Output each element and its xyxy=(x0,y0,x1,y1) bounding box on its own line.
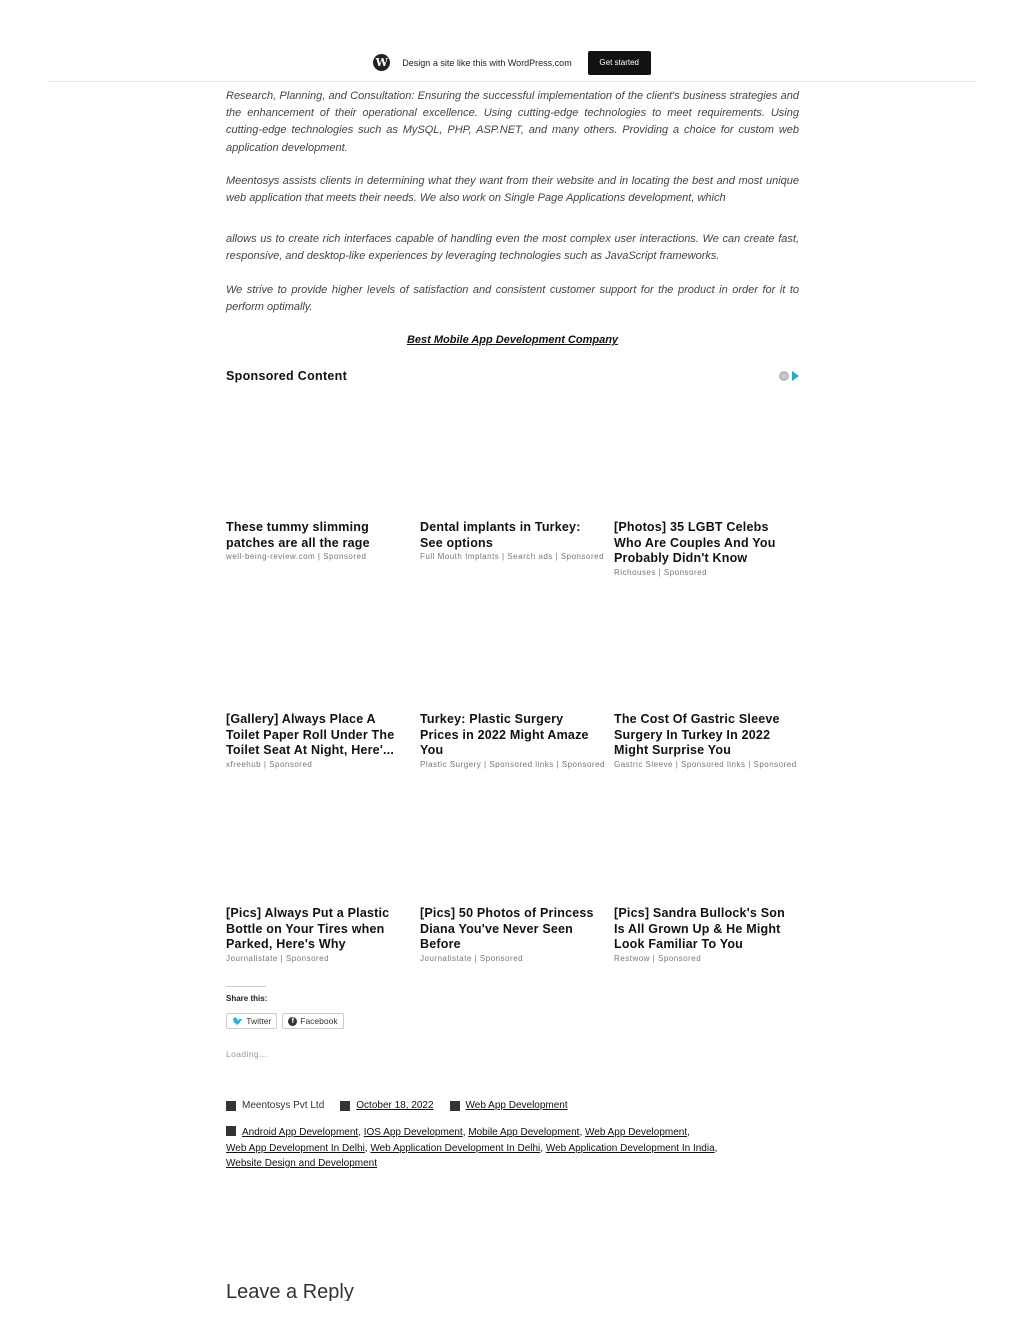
post-date-link[interactable]: October 18, 2022 xyxy=(356,1100,434,1111)
ad-source[interactable]: Plastic Surgery | Sponsored links | Sponsored xyxy=(420,759,605,769)
ad-image[interactable] xyxy=(226,395,411,520)
ad-source[interactable]: xfreehub | Sponsored xyxy=(226,759,313,769)
ad-title[interactable]: These tummy slimming patches are all the rage xyxy=(226,520,370,550)
ad-card[interactable] xyxy=(420,395,605,561)
article-paragraph-4: We strive to provide higher levels of satisfaction and consistent customer support for the product in order for it to perform optimally. xyxy=(226,284,799,314)
ad-source[interactable]: Full Mouth Implants | Search ads | Sponsored xyxy=(420,552,605,561)
tag-icon xyxy=(226,1126,236,1136)
tag-link[interactable]: Android App Development xyxy=(242,1127,359,1138)
share-label: Share this: xyxy=(226,994,268,1003)
ad-title[interactable]: [Gallery] Always Place A Toilet Paper Roll Under The Toilet Seat At Night, Here'... xyxy=(226,712,395,757)
facebook-icon: f xyxy=(288,1017,297,1026)
ad-card[interactable] xyxy=(226,587,411,769)
banner-text: Design a site like this with WordPress.com xyxy=(402,57,572,68)
facebook-label: Facebook xyxy=(300,1016,338,1026)
article-paragraph-3: allows us to create rich interfaces capable of handling even the most complex user interactions. We can create fast, responsive, and desktop-like experiences by leveraging technologies such as JavaScript frameworks. xyxy=(226,233,799,263)
ad-source[interactable]: well-being-review.com | Sponsored xyxy=(226,552,367,561)
ad-card[interactable] xyxy=(420,587,605,769)
post-meta xyxy=(226,1100,584,1111)
share-facebook-button[interactable] xyxy=(282,1013,343,1029)
ad-title[interactable]: Dental implants in Turkey: See options xyxy=(420,520,581,550)
get-started-button[interactable]: Get started xyxy=(588,51,651,75)
ad-title[interactable]: The Cost Of Gastric Sleeve Surgery In Turkey In 2022 Might Surprise You xyxy=(614,712,780,757)
ad-info-icon[interactable]: ☺ xyxy=(780,372,788,380)
category-link[interactable]: Web App Development xyxy=(465,1100,568,1111)
ad-image[interactable] xyxy=(226,781,411,906)
post-category xyxy=(450,1100,568,1111)
twitter-label: Twitter xyxy=(246,1016,272,1026)
ad-title[interactable]: [Pics] Always Put a Plastic Bottle on Your Tires when Parked, Here's Why xyxy=(226,906,390,951)
share-divider xyxy=(226,986,266,987)
share-buttons xyxy=(226,1013,344,1029)
ad-image[interactable] xyxy=(226,587,411,712)
author-name: Meentosys Pvt Ltd xyxy=(242,1100,325,1111)
ad-image[interactable] xyxy=(420,781,605,906)
sponsored-title: Sponsored Content xyxy=(226,369,348,383)
tag-link[interactable]: Mobile App Development xyxy=(468,1127,580,1138)
wordpress-logo-icon: W xyxy=(373,54,390,71)
share-section xyxy=(226,986,267,1003)
tag-link[interactable]: Web App Development In Delhi xyxy=(226,1142,365,1154)
ad-image[interactable] xyxy=(614,781,799,906)
ad-card[interactable] xyxy=(226,395,411,561)
twitter-bird-icon: 🐦 xyxy=(232,1015,244,1026)
ad-source[interactable]: Richouses | Sponsored xyxy=(614,567,708,577)
ad-image[interactable] xyxy=(614,395,799,520)
ad-image[interactable] xyxy=(614,587,799,712)
ad-card[interactable] xyxy=(614,395,799,577)
leave-reply-heading: Leave a Reply xyxy=(226,1280,354,1301)
wordpress-banner xyxy=(47,44,977,82)
article-paragraph-1: Research, Planning, and Consultation: Ensuring the successful implementation of the client's business strategies and the enhancement of their operational excellence. Using cutting-edge technologies to meet requirements. Using cutting-edge technologies such as MySQL, PHP, ASP.NET, and many others. Providing a choice for custom web application development. xyxy=(226,90,799,154)
post-date xyxy=(340,1100,433,1111)
ad-source[interactable]: Journalistate | Sponsored xyxy=(226,953,330,963)
post-tags: Android App Development, IOS App Development, Mobile App Development, Web App Development, Web App Development In Delhi, Web Application Development In Delhi, Web Application Development In India, Website Design and Development xyxy=(226,1127,718,1169)
ad-title[interactable]: Turkey: Plastic Surgery Prices in 2022 Might Amaze You xyxy=(420,712,589,757)
likes-loading-text: Loading... xyxy=(226,1049,268,1059)
ad-card[interactable] xyxy=(614,587,799,769)
ad-card[interactable] xyxy=(226,781,411,963)
ad-source[interactable]: Gastric Sleeve | Sponsored links | Sponsored xyxy=(614,759,797,769)
best-mobile-app-link[interactable]: Best Mobile App Development Company xyxy=(406,334,619,346)
ad-title[interactable]: [Photos] 35 LGBT Celebs Who Are Couples And You Probably Didn't Know xyxy=(614,520,776,565)
ad-choices-icon[interactable] xyxy=(792,371,799,381)
post-author xyxy=(226,1100,324,1111)
ad-image[interactable] xyxy=(420,587,605,712)
tag-link[interactable]: Web Application Development In Delhi xyxy=(370,1142,541,1154)
tag-link[interactable]: Website Design and Development xyxy=(226,1158,378,1169)
tag-link[interactable]: Web Application Development In India xyxy=(545,1142,715,1154)
tag-link[interactable]: IOS App Development xyxy=(363,1127,463,1138)
ad-source[interactable]: Restwow | Sponsored xyxy=(614,953,702,963)
folder-icon xyxy=(450,1101,460,1111)
share-twitter-button[interactable] xyxy=(226,1013,277,1029)
sponsored-header xyxy=(226,369,799,383)
ad-card[interactable] xyxy=(614,781,799,963)
tag-link[interactable]: Web App Development xyxy=(585,1127,688,1138)
author-icon xyxy=(226,1101,236,1111)
ad-title[interactable]: [Pics] 50 Photos of Princess Diana You've Never Seen Before xyxy=(420,906,594,951)
ad-source[interactable]: Journalistate | Sponsored xyxy=(420,953,524,963)
ad-choices[interactable] xyxy=(779,371,799,381)
article-paragraph-2: Meentosys assists clients in determining what they want from their website and in locating the best and most unique web application that meets their needs. We also work on Single Page Applications development, which xyxy=(226,175,799,205)
ad-title[interactable]: [Pics] Sandra Bullock's Son Is All Grown Up & He Might Look Familiar To You xyxy=(614,906,785,951)
ad-image[interactable] xyxy=(420,395,605,520)
ad-card[interactable] xyxy=(420,781,605,963)
calendar-icon xyxy=(340,1101,350,1111)
